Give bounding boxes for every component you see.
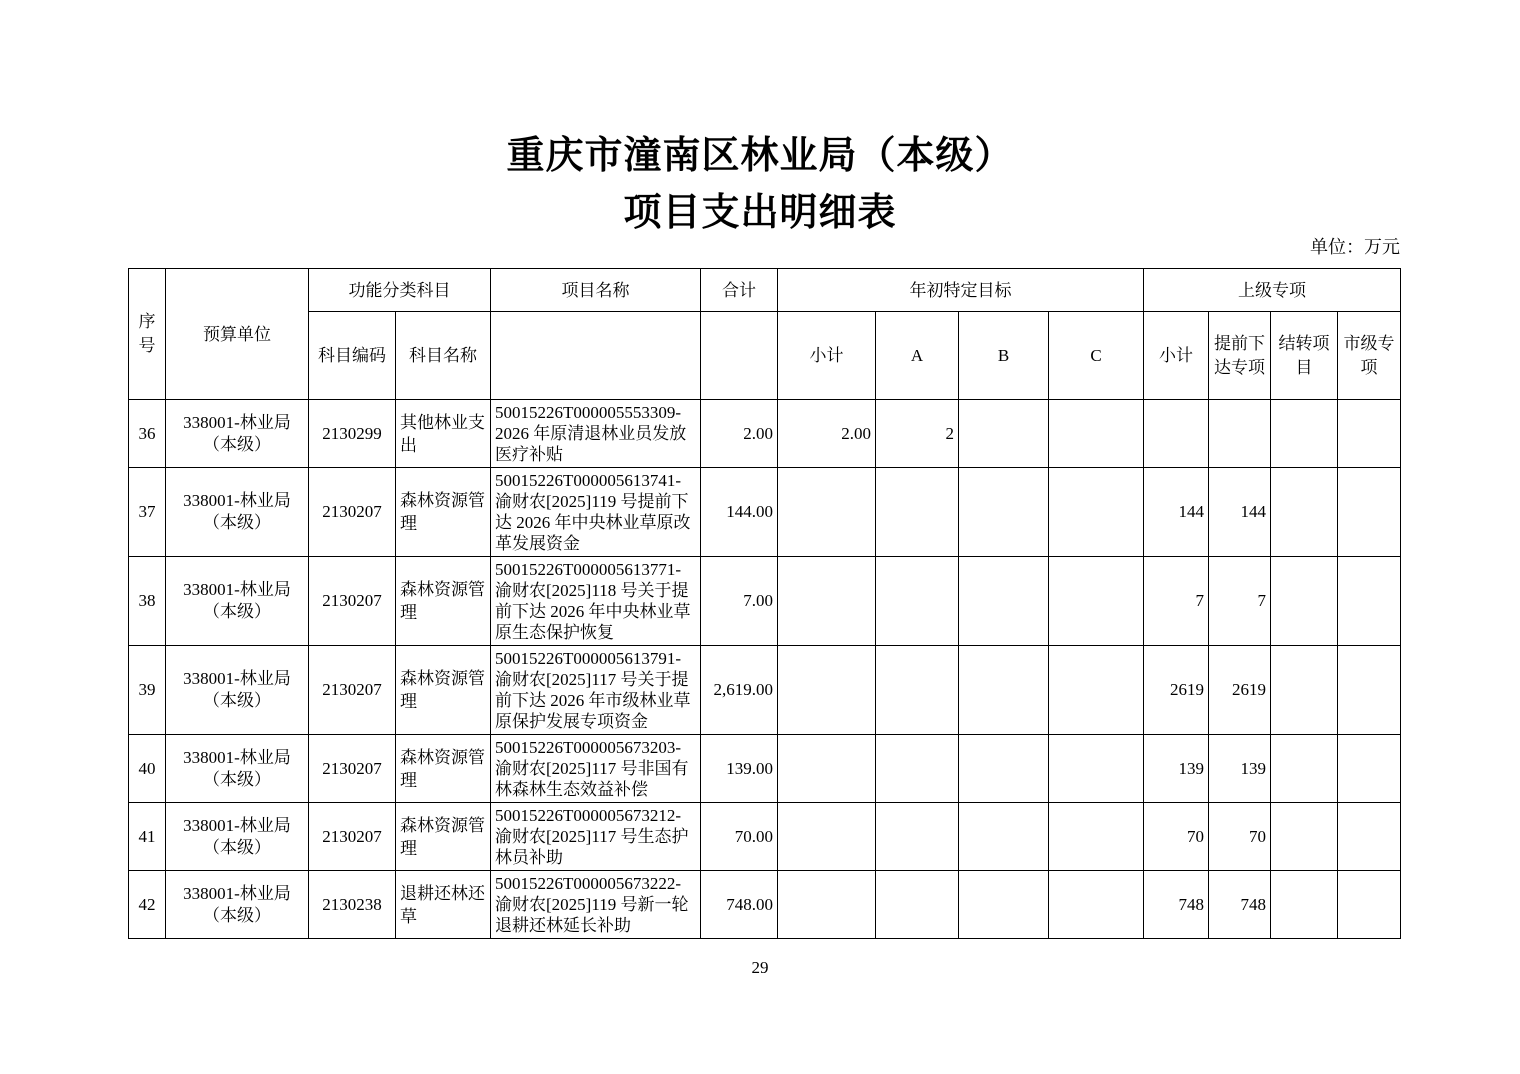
cell-target-b [959,400,1049,468]
header-target-a: A [876,312,959,400]
document-title [0,128,1520,242]
header-superior-subtotal: 小计 [1144,312,1209,400]
cell-advance-special: 748 [1209,871,1271,939]
header-total-subcell [701,312,778,400]
cell-target-b [959,468,1049,557]
header-subject-name: 科目名称 [396,312,491,400]
header-func-category: 功能分类科目 [309,269,491,312]
cell-superior-subtotal: 748 [1144,871,1209,939]
cell-advance-special: 139 [1209,735,1271,803]
header-project-name: 项目名称 [491,269,701,312]
cell-city-special [1338,557,1401,646]
cell-target-b [959,871,1049,939]
cell-project-name: 50015226T000005553309-2026 年原清退林业员发放医疗补贴 [491,400,701,468]
header-target-c: C [1049,312,1144,400]
cell-target-subtotal [778,735,876,803]
header-total: 合计 [701,269,778,312]
header-target-subtotal: 小计 [778,312,876,400]
table-row [129,557,1401,646]
cell-city-special [1338,646,1401,735]
cell-target-a [876,468,959,557]
cell-project-name: 50015226T000005673222-渝财农[2025]119 号新一轮退耕还林延长补助 [491,871,701,939]
cell-city-special [1338,400,1401,468]
title-line-2: 项目支出明细表 [623,192,897,234]
cell-superior-subtotal: 144 [1144,468,1209,557]
cell-target-subtotal [778,468,876,557]
table-row [129,646,1401,735]
cell-subject-code: 2130299 [309,400,396,468]
cell-superior-subtotal: 70 [1144,803,1209,871]
cell-budget-unit: 338001-林业局（本级） [166,646,309,735]
table-row [129,468,1401,557]
table-row [129,400,1401,468]
cell-carryover-project [1271,400,1338,468]
table-header [129,269,1401,400]
cell-project-name: 50015226T000005613791-渝财农[2025]117 号关于提前下达 2026 年市级林业草原保护发展专项资金 [491,646,701,735]
cell-total: 144.00 [701,468,778,557]
cell-subject-code: 2130207 [309,557,396,646]
cell-carryover-project [1271,557,1338,646]
cell-city-special [1338,803,1401,871]
cell-project-name: 50015226T000005673203-渝财农[2025]117 号非国有林森林生态效益补偿 [491,735,701,803]
cell-carryover-project [1271,468,1338,557]
cell-target-c [1049,557,1144,646]
cell-target-c [1049,871,1144,939]
cell-advance-special: 144 [1209,468,1271,557]
cell-carryover-project [1271,646,1338,735]
cell-superior-subtotal [1144,400,1209,468]
title-line-1: 重庆市潼南区林业局（本级） [506,135,1014,177]
cell-superior-subtotal: 2619 [1144,646,1209,735]
cell-total: 70.00 [701,803,778,871]
cell-subject-code: 2130207 [309,646,396,735]
cell-seq: 42 [129,871,166,939]
cell-target-b [959,646,1049,735]
cell-city-special [1338,468,1401,557]
cell-subject-code: 2130238 [309,871,396,939]
cell-carryover-project [1271,803,1338,871]
cell-total: 7.00 [701,557,778,646]
cell-subject-name: 森林资源管理 [396,803,491,871]
cell-project-name: 50015226T000005673212-渝财农[2025]117 号生态护林员补助 [491,803,701,871]
cell-seq: 37 [129,468,166,557]
cell-budget-unit: 338001-林业局（本级） [166,871,309,939]
cell-budget-unit: 338001-林业局（本级） [166,735,309,803]
cell-subject-name: 森林资源管理 [396,557,491,646]
cell-subject-code: 2130207 [309,803,396,871]
cell-budget-unit: 338001-林业局（本级） [166,468,309,557]
page-number: 29 [751,958,769,977]
cell-target-subtotal [778,646,876,735]
cell-seq: 41 [129,803,166,871]
cell-seq: 36 [129,400,166,468]
cell-target-c [1049,735,1144,803]
header-subject-code: 科目编码 [309,312,396,400]
cell-target-a [876,646,959,735]
header-carryover-project: 结转项目 [1271,312,1338,400]
cell-target-subtotal [778,557,876,646]
cell-seq: 39 [129,646,166,735]
cell-subject-name: 森林资源管理 [396,646,491,735]
header-superior-special: 上级专项 [1144,269,1401,312]
table-body [129,400,1401,939]
cell-target-b [959,803,1049,871]
cell-target-a [876,735,959,803]
cell-subject-code: 2130207 [309,735,396,803]
cell-target-c [1049,400,1144,468]
header-year-begin-target: 年初特定目标 [778,269,1144,312]
cell-subject-code: 2130207 [309,468,396,557]
header-budget-unit: 预算单位 [166,269,309,400]
unit-note: 单位：万元 [1310,237,1400,257]
header-city-special: 市级专项 [1338,312,1401,400]
cell-target-a [876,557,959,646]
cell-advance-special: 2619 [1209,646,1271,735]
cell-subject-name: 森林资源管理 [396,468,491,557]
header-seq: 序号 [129,269,166,400]
cell-seq: 38 [129,557,166,646]
cell-advance-special: 70 [1209,803,1271,871]
project-expense-table [128,268,1401,939]
table-row [129,803,1401,871]
cell-subject-name: 退耕还林还草 [396,871,491,939]
cell-target-c [1049,468,1144,557]
cell-total: 748.00 [701,871,778,939]
cell-target-b [959,557,1049,646]
cell-advance-special [1209,400,1271,468]
cell-target-a: 2 [876,400,959,468]
cell-target-c [1049,803,1144,871]
cell-seq: 40 [129,735,166,803]
cell-superior-subtotal: 139 [1144,735,1209,803]
cell-superior-subtotal: 7 [1144,557,1209,646]
cell-city-special [1338,871,1401,939]
cell-carryover-project [1271,735,1338,803]
cell-target-b [959,735,1049,803]
header-project-name-subcell [491,312,701,400]
cell-budget-unit: 338001-林业局（本级） [166,557,309,646]
cell-target-a [876,871,959,939]
cell-advance-special: 7 [1209,557,1271,646]
cell-subject-name: 其他林业支出 [396,400,491,468]
cell-city-special [1338,735,1401,803]
cell-project-name: 50015226T000005613771-渝财农[2025]118 号关于提前下达 2026 年中央林业草原生态保护恢复 [491,557,701,646]
header-advance-special: 提前下达专项 [1209,312,1271,400]
cell-target-subtotal [778,803,876,871]
cell-carryover-project [1271,871,1338,939]
table-row [129,871,1401,939]
cell-total: 2.00 [701,400,778,468]
cell-budget-unit: 338001-林业局（本级） [166,400,309,468]
header-target-b: B [959,312,1049,400]
cell-project-name: 50015226T000005613741-渝财农[2025]119 号提前下达 2026 年中央林业草原改革发展资金 [491,468,701,557]
cell-subject-name: 森林资源管理 [396,735,491,803]
cell-target-subtotal: 2.00 [778,400,876,468]
cell-total: 2,619.00 [701,646,778,735]
cell-target-c [1049,646,1144,735]
cell-budget-unit: 338001-林业局（本级） [166,803,309,871]
cell-total: 139.00 [701,735,778,803]
table-row [129,735,1401,803]
cell-target-subtotal [778,871,876,939]
cell-target-a [876,803,959,871]
